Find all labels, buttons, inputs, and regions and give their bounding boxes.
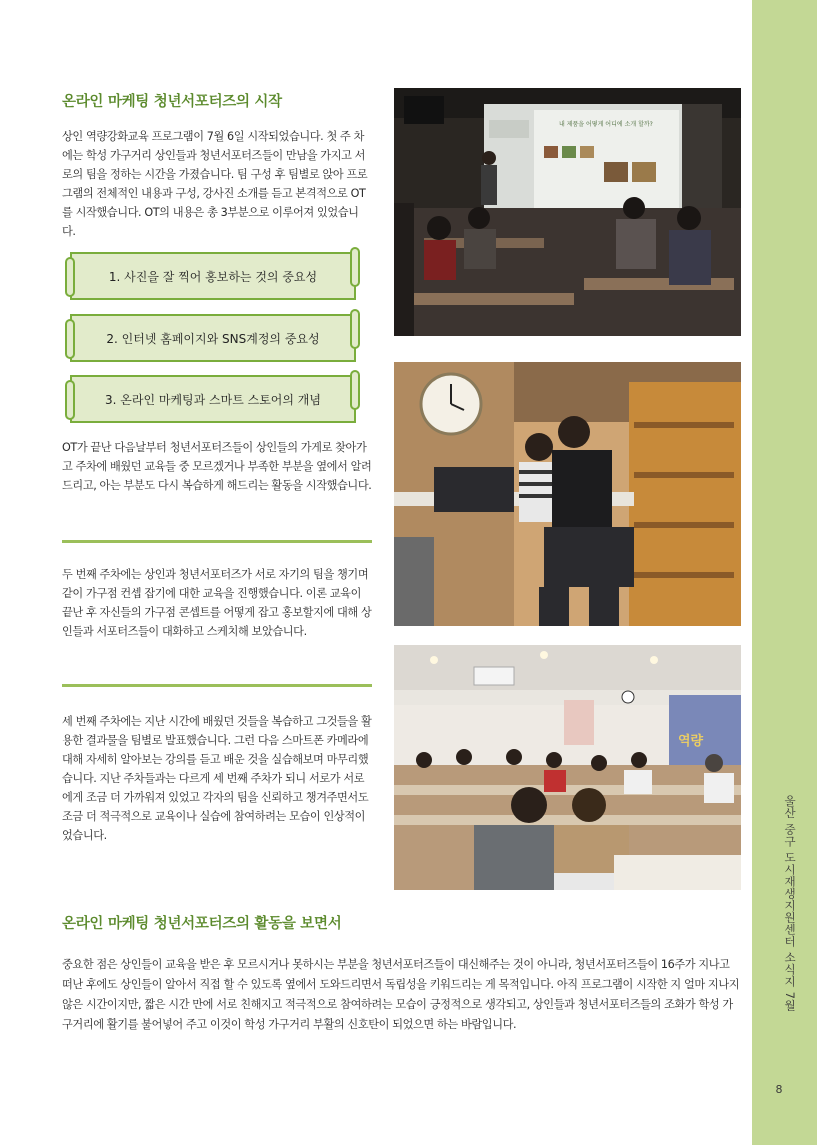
ot-item-2-label: 2. 인터넷 홈페이지와 SNS계정의 중요성 [106, 331, 320, 346]
section-title-start: 온라인 마케팅 청년서포터즈의 시작 [62, 94, 282, 110]
photo-mentoring [394, 362, 741, 626]
slide-text: 내 제품을 어떻게 어디에 소개 할까? [559, 121, 653, 128]
ot-item-1 [70, 252, 356, 300]
divider-1 [62, 540, 372, 543]
after-ot-paragraph: OT가 끝난 다음날부터 청년서포터즈들이 상인들의 가게로 찾아가고 주차에 배웠던 교육들 중 모르겠거나 부족한 부분을 옆에서 알려드리고, 아는 부분도 다시 복습하게 해드리는 활동을 시작했습니다. [62, 441, 372, 492]
newsletter-title: 울산 중구 도시재생지원센터 소식지 7월 [783, 795, 797, 1012]
ot-item-1-label: 1. 사진을 잘 찍어 홍보하는 것의 중요성 [108, 269, 318, 284]
banner-text: 역량 [678, 734, 704, 749]
section-title-activity: 온라인 마케팅 청년서포터즈의 활동을 보면서 [62, 916, 342, 932]
closing-paragraph: 중요한 점은 상인들이 교육을 받은 후 모르시거나 못하시는 부분을 청년서포터즈들이 대신해주는 것이 아니라, 청년서포터즈들이 16주가 지나고 떠난 후에도 상인들이 알아서 직접 할 수 있도록 옆에서 도와드리면서 독립성을 키워드리는 게 목적입니다. 아직 프로그램이 시작한 지 얼마 지나지 않은 시간이지만, 짧은 시간 만에 서로 친해지고 적극적으로 참여하려는 모습이 긍정적으로 생각되고, 상인들과 청년서포터즈들의 조화가 학성 가구거리에 활기를 불어넣어 주고 이것이 학성 가구거리 부활의 신호탄이 되었으면 하는 바람입니다. [62, 958, 740, 1031]
page-number: 8 [775, 1083, 783, 1096]
divider-2 [62, 684, 372, 687]
ot-item-2 [70, 314, 356, 362]
ot-item-3-label: 3. 온라인 마케팅과 스마트 스토어의 개념 [105, 392, 321, 407]
photo-classroom [394, 645, 741, 890]
week2-paragraph: 두 번째 주차에는 상인과 청년서포터즈가 서로 자기의 팀을 챙기며 같이 가구점 컨셉 잡기에 대한 교육을 진행했습니다. 이론 교육이 끝난 후 자신들의 가구점 콘셉트를 어떻게 잡고 홍보할지에 대해 상인들과 서포터즈들이 대화하고 스케치해 보았습니다. [62, 568, 372, 638]
ot-item-3 [70, 375, 356, 423]
intro-paragraph: 상인 역량강화교육 프로그램이 7월 6일 시작되었습니다. 첫 주 차에는 학성 가구거리 상인들과 청년서포터즈들이 만남을 가지고 서로의 팀을 정하는 시간을 가졌습니다. 팀 구성 후 팀별로 앉아 프로그램의 전체적인 내용과 구성, 강사진 소개를 듣고 본격적으로 OT를 시작했습니다. OT의 내용은 총 3부분으로 이루어져 있었습니다. [62, 130, 368, 238]
photo-lecture [394, 88, 741, 336]
week3-paragraph: 세 번째 주차에는 지난 시간에 배웠던 것들을 복습하고 그것들을 활용한 결과물을 팀별로 발표했습니다. 그런 다음 스마트폰 카메라에 대해 자세히 알아보는 강의를 듣고 배운 것을 실습해보며 마무리했습니다. 지난 주차들과는 다르게 세 번째 주차가 되니 서로가 서로에게 조금 더 가까워져 있었고 각자의 팀을 신뢰하고 챙겨주면서도 조금 더 적극적으로 교육이나 실습에 참여하려는 모습이 인상적이었습니다. [62, 715, 372, 842]
